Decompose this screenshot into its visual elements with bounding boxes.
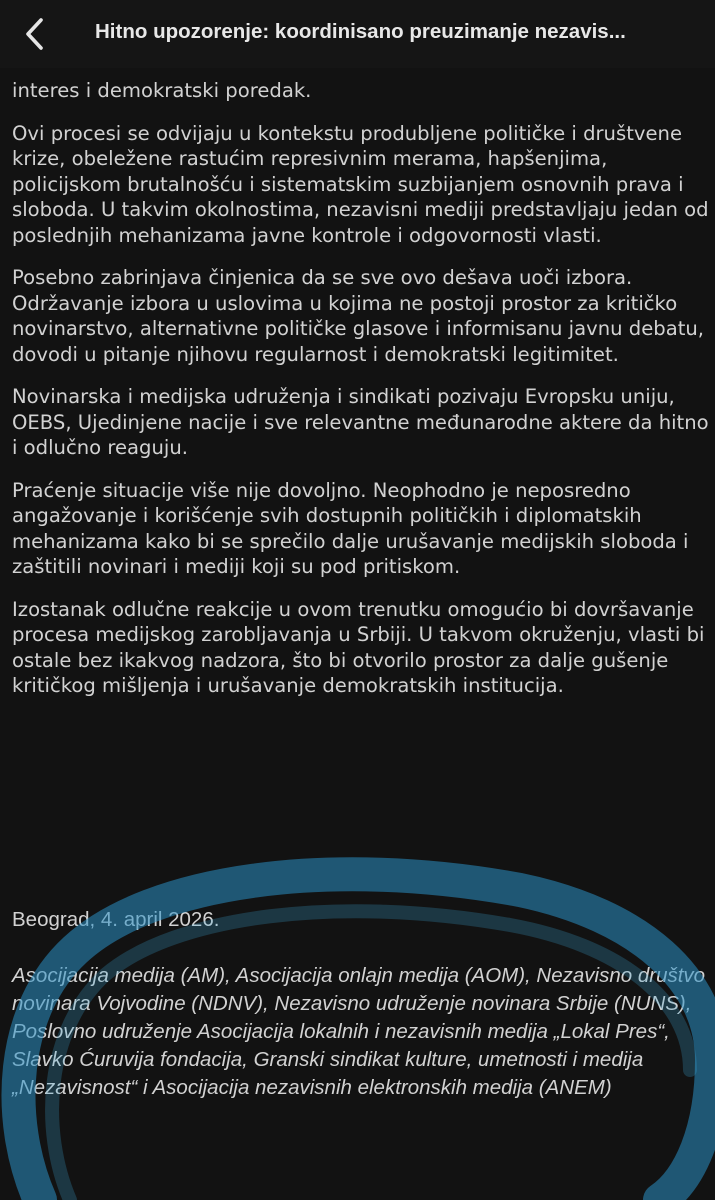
- article-title: Hitno upozorenje: koordinisano preuzimanje nezavis...: [95, 20, 626, 43]
- top-bar: [0, 0, 715, 68]
- back-button[interactable]: [14, 12, 54, 56]
- paragraph-5: Praćenje situacije više nije dovoljno. Neophodno je neposredno angažovanje i korišćenje svih dostupnih političkih i diplomatskih mehanizama kako bi se sprečilo dalje urušavanje medijskih sloboda i zaštitili novinari i mediji koji su pod pritiskom.: [12, 478, 689, 578]
- paragraph-3: Posebno zabrinjava činjenica da se sve ovo dešava uoči izbora. Održavanje izbora u uslovima u kojima ne postoji prostor za kritičko novinarstvo, alternativne političke glasove i informisanu javnu debatu, dovodi u pitanje njihovu regularnost i demokratski legitimitet.: [12, 266, 705, 366]
- chevron-left-icon: [23, 17, 45, 51]
- place-date: Beograd, 4. april 2026.: [12, 908, 220, 931]
- paragraph-2: Ovi procesi se odvijaju u kontekstu produbljene političke i društvene krize, obeležene rastućim represivnim merama, hapšenjima, policijskom brutalnošću i sistematskim suzbijanjem osnovnih prava i sloboda. U takvim okolnostima, nezavisni mediji predstavljaju jedan od poslednjih mehanizama javne kontrole i odgovornosti vlasti.: [12, 121, 709, 247]
- paragraph-6: Izostanak odlučne reakcije u ovom trenutku omogućio bi dovršavanje procesa medijskog zarobljavanja u Srbiji. U takvom okruženju, vlasti bi ostale bez ikakvog nadzora, što bi otvorilo prostor za dalje gušenje kritičkog mišljenja i urušavanje demokratskih institucija.: [12, 597, 705, 697]
- article-footer: [12, 906, 712, 1102]
- article-body: [12, 53, 712, 716]
- paragraph-4: Novinarska i medijska udruženja i sindikati pozivaju Evropsku uniju, OEBS, Ujedinjene nacije i sve relevantne međunarodne aktere da hitno i odlučno reaguju.: [12, 385, 709, 459]
- signatories: Asocijacija medija (AM), Asocijacija onlajn medija (AOM), Nezavisno društvo novinara Vojvodine (NDNV), Nezavisno udruženje novinara Srbije (NUNS), Poslovno udruženje Asocijacija lokalnih i nezavisnih medija „Lokal Pres“, Slavko Ćuruvija fondacija, Granski sindikat kulture, umetnosti i medija „Nezavisnost“ i Asocijacija nezavisnih elektronskih medija (ANEM): [12, 964, 706, 1099]
- paragraph-1: interes i demokratski poredak.: [12, 79, 312, 102]
